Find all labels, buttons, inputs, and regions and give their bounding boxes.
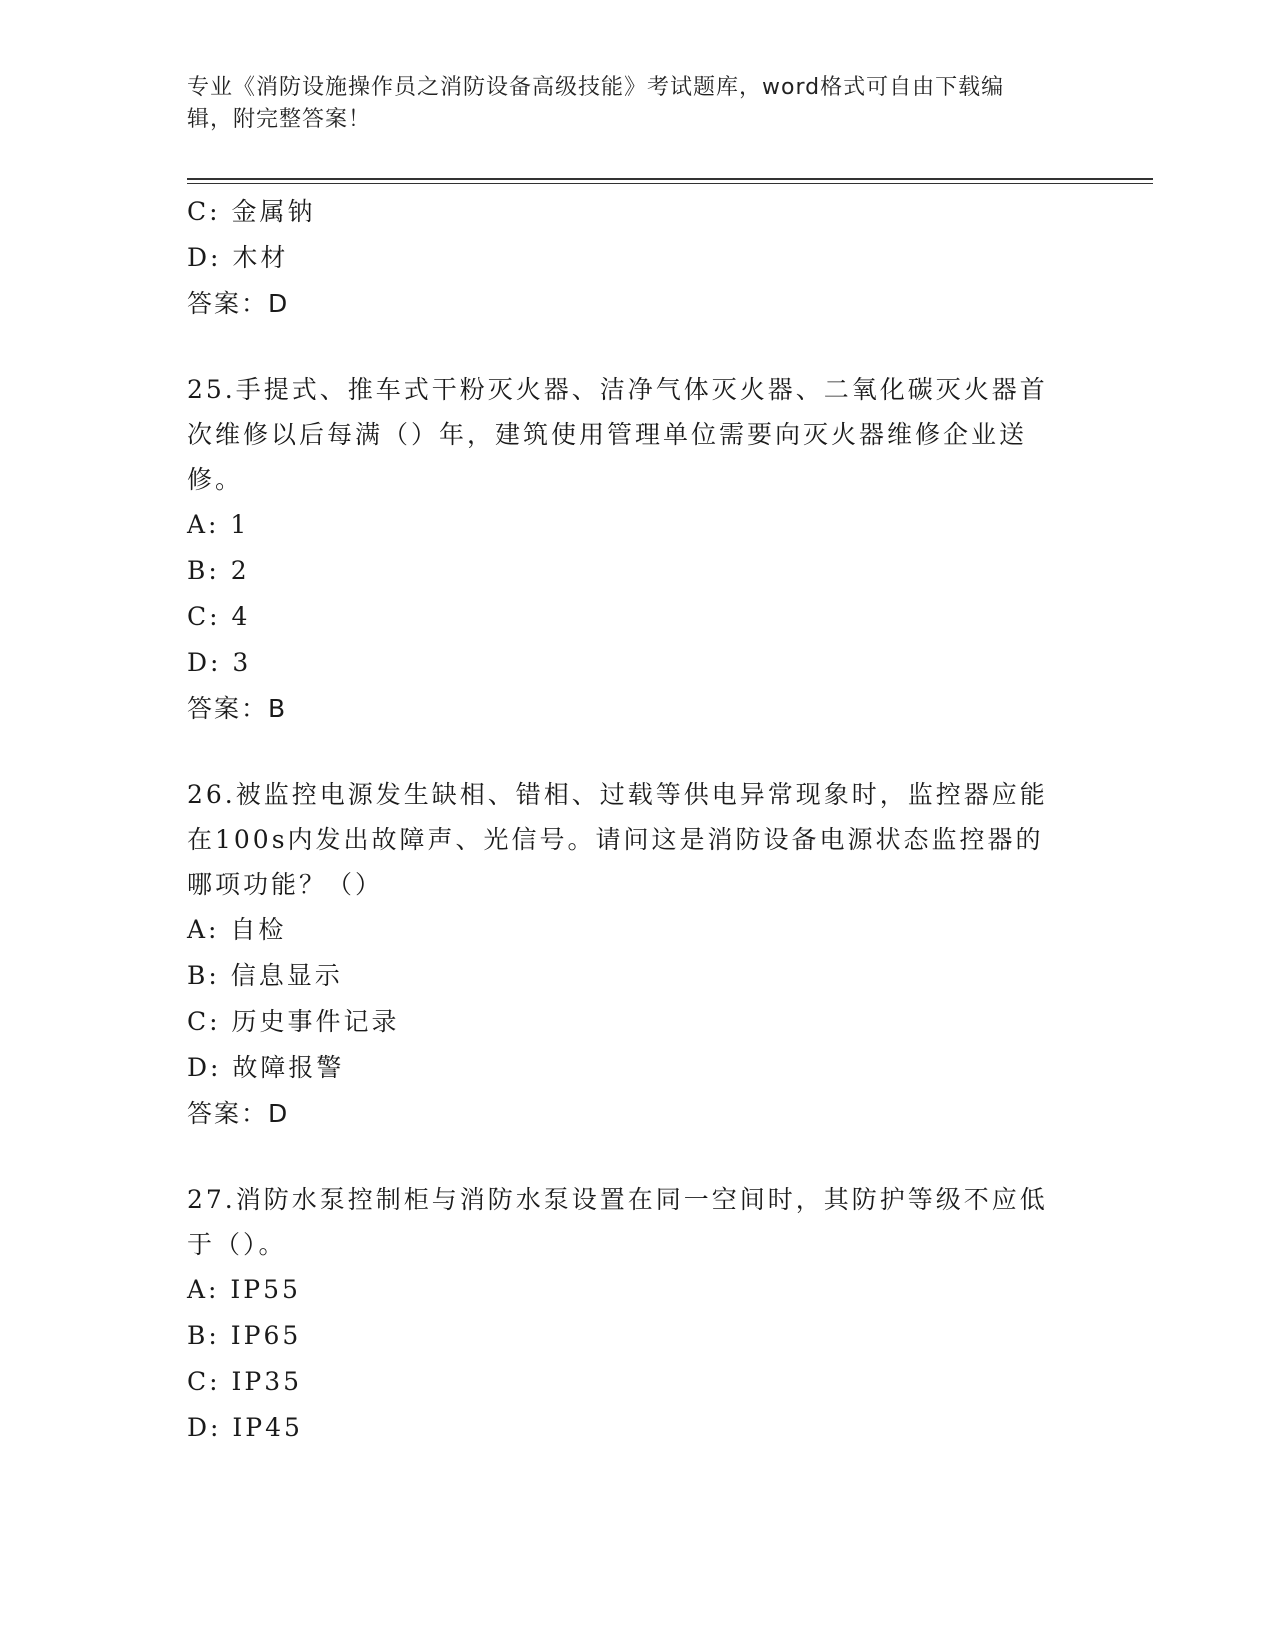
option-c: C: 4 <box>187 602 251 631</box>
header-line-2: 辑，附完整答案！ <box>187 107 372 132</box>
option-c: C: IP35 <box>187 1367 303 1396</box>
option-d: D: 故障报警 <box>187 1053 345 1082</box>
option-b: B: 信息显示 <box>187 961 343 990</box>
answer-line: 答案：D <box>187 1099 290 1128</box>
option-c: C: 金属钠 <box>187 197 316 226</box>
option-b: B: IP65 <box>187 1321 302 1350</box>
question-26 <box>187 772 1087 1137</box>
question-stem: 27.消防水泵控制柜与消防水泵设置在同一空间时，其防护等级不应低于（）。 <box>187 1185 1048 1259</box>
question-gap <box>187 1137 1087 1177</box>
question-gap <box>187 732 1087 772</box>
option-d: D: IP45 <box>187 1413 303 1442</box>
page-header <box>187 72 1067 136</box>
question-stem: 26.被监控电源发生缺相、错相、过载等供电异常现象时，监控器应能在100s内发出故障声、光信号。请问这是消防设备电源状态监控器的哪项功能？（） <box>187 780 1048 899</box>
question-25 <box>187 367 1087 732</box>
option-d: D: 木材 <box>187 243 289 272</box>
header-rule-thin <box>187 183 1153 184</box>
option-c: C: 历史事件记录 <box>187 1007 400 1036</box>
question-27 <box>187 1177 1087 1451</box>
answer-line: 答案：B <box>187 694 288 723</box>
option-b: B: 2 <box>187 556 250 585</box>
option-a: A: 1 <box>187 510 250 539</box>
option-a: A: 自检 <box>187 915 287 944</box>
option-d: D: 3 <box>187 648 252 677</box>
document-body <box>187 189 1087 1451</box>
question-gap <box>187 327 1087 367</box>
option-a: A: IP55 <box>187 1275 301 1304</box>
header-line-1: 专业《消防设施操作员之消防设备高级技能》考试题库，word格式可自由下载编 <box>187 75 1005 100</box>
question-stem: 25.手提式、推车式干粉灭火器、洁净气体灭火器、二氧化碳灭火器首次维修以后每满（）年，建筑使用管理单位需要向灭火器维修企业送修。 <box>187 375 1048 494</box>
question-24-tail <box>187 189 1087 327</box>
answer-line: 答案：D <box>187 289 290 318</box>
header-rule-thick <box>187 178 1153 180</box>
